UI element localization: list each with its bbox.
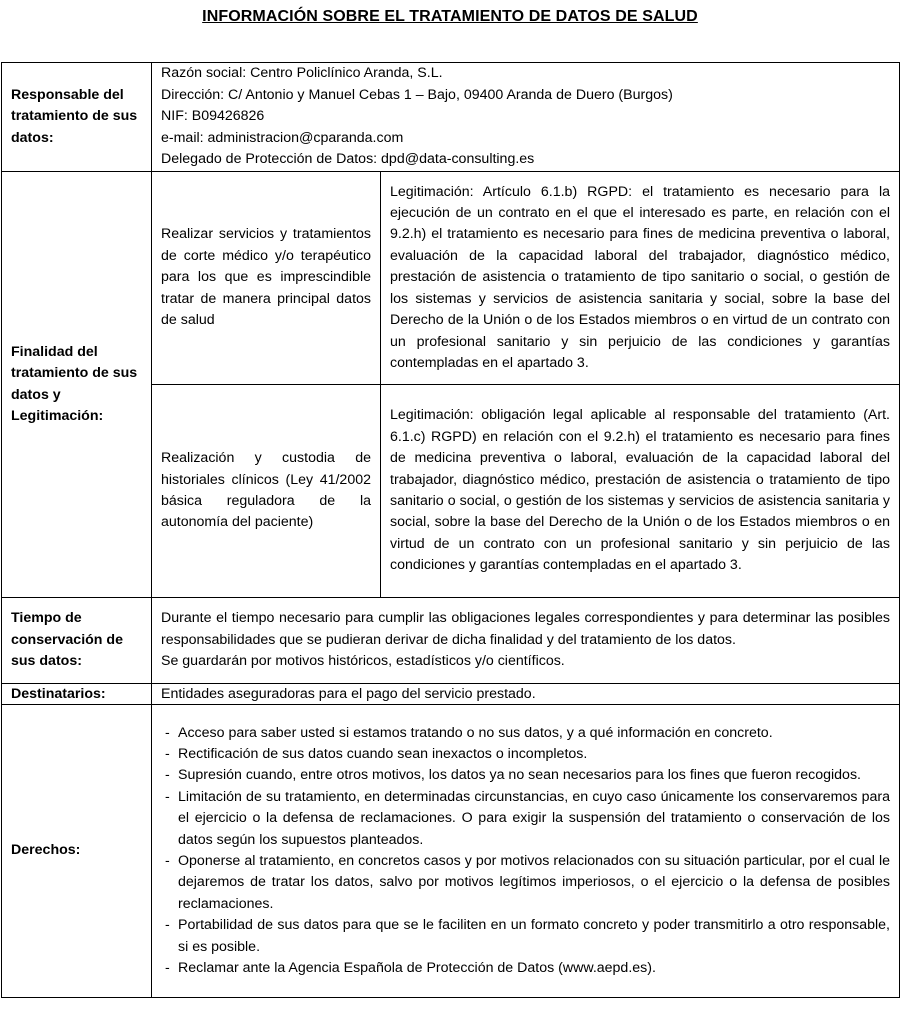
- legitimation-2: Legitimación: obligación legal aplicable al responsable del tratamiento (Art. 6.1.c) RGPD) en relación con el 9.2.h) el tratamiento es necesario para fines de medicina preventiva o laboral, evaluación de la capacidad laboral del trabajador, diagnóstico médico, prestación de asistencia o tratamiento de tipo sanitario o social, o gestión de los sistemas y servicios de asistencia sanitaria y social, sobre la base del Derecho de la Unión o de los Estados miembros o en virtud de un contrato con un profesional sanitario y sin perjuicio de las condiciones y garantías contempladas en el apartado 3.: [381, 385, 900, 598]
- rights-list: [161, 723, 890, 980]
- label-responsable: Responsable del tratamiento de sus datos:: [2, 63, 152, 172]
- data-treatment-table: [1, 62, 900, 998]
- retention-text: Durante el tiempo necesario para cumplir las obligaciones legales correspondientes y para determinar las posibles responsabilidades que se pudieran derivar de dicha finalidad y del tratamiento de los datos.: [161, 610, 890, 648]
- company-email: e-mail: administracion@cparanda.com: [161, 129, 404, 146]
- label-destinatarios: Destinatarios:: [2, 684, 152, 705]
- label-derechos: Derechos:: [2, 705, 152, 998]
- legitimation-1: Legitimación: Artículo 6.1.b) RGPD: el tratamiento es necesario para la ejecución de un contrato en el que el interesado es parte, en relación con el 9.2.h) el tratamiento es necesario para fines de medicina preventiva o laboral, evaluación de la capacidad laboral del trabajador, diagnóstico médico, prestación de asistencia o tratamiento de tipo sanitario o social, o gestión de los sistemas y servicios de asistencia sanitaria y social, sobre la base del Derecho de la Unión o de los Estados miembros o en virtud de un contrato con un profesional sanitario y sin perjuicio de las condiciones y garantías contempladas en el apartado 3.: [381, 172, 900, 385]
- purpose-2: Realización y custodia de historiales clínicos (Ley 41/2002 básica reguladora de la autonomía del paciente): [152, 385, 381, 598]
- label-finalidad: Finalidad del tratamiento de sus datos y Legitimación:: [2, 172, 152, 598]
- company-nif: NIF: B09426826: [161, 108, 265, 125]
- row-responsable: [2, 63, 900, 172]
- right-complaint: - Reclamar ante la Agencia Española de Protección de Datos (www.aepd.es).: [161, 958, 890, 979]
- retention-note: Se guardarán por motivos históricos, estadísticos y/o científicos.: [161, 653, 565, 670]
- right-limitation: - Limitación de su tratamiento, en determinadas circunstancias, en cuyo caso únicamente los conservaremos para el ejercicio o la defensa de reclamaciones. O para exigir la suspensión del tratamiento o conservación de los datos según los supuestos planteados.: [161, 787, 890, 851]
- purpose-1: Realizar servicios y tratamientos de corte médico y/o terapéutico para los que es imprescindible tratar de manera principal datos de salud: [152, 172, 381, 385]
- right-portability: - Portabilidad de sus datos para que se le faciliten en un formato concreto y poder transmitirlo a otro responsable, si es posible.: [161, 915, 890, 958]
- document-title: INFORMACIÓN SOBRE EL TRATAMIENTO DE DATOS DE SALUD: [202, 8, 698, 25]
- label-tiempo: Tiempo de conservación de sus datos:: [2, 598, 152, 684]
- recipients-text: Entidades aseguradoras para el pago del servicio prestado.: [152, 684, 900, 705]
- dpo-contact: Delegado de Protección de Datos: dpd@data-consulting.es: [161, 151, 535, 168]
- row-finalidad-1: [2, 172, 900, 385]
- rights-cell: [152, 705, 900, 998]
- row-tiempo: [2, 598, 900, 684]
- company-name: Razón social: Centro Policlínico Aranda, S.L.: [161, 65, 443, 82]
- responsable-details: [152, 63, 900, 172]
- right-access: - Acceso para saber usted si estamos tratando o no sus datos, y a qué información en concreto.: [161, 723, 890, 744]
- right-erasure: - Supresión cuando, entre otros motivos, los datos ya no sean necesarios para los fines que fueron recogidos.: [161, 765, 890, 786]
- right-rectification: - Rectificación de sus datos cuando sean inexactos o incompletos.: [161, 744, 890, 765]
- row-derechos: [2, 705, 900, 998]
- tiempo-details: [152, 598, 900, 684]
- company-address: Dirección: C/ Antonio y Manuel Cebas 1 – Bajo, 09400 Aranda de Duero (Burgos): [161, 86, 673, 103]
- row-destinatarios: [2, 684, 900, 705]
- right-objection: - Oponerse al tratamiento, en concretos casos y por motivos relacionados con su situación particular, por el cual le dejaremos de tratar los datos, salvo por motivos legítimos imperiosos, o el ejercicio o la defensa de posibles reclamaciones.: [161, 851, 890, 915]
